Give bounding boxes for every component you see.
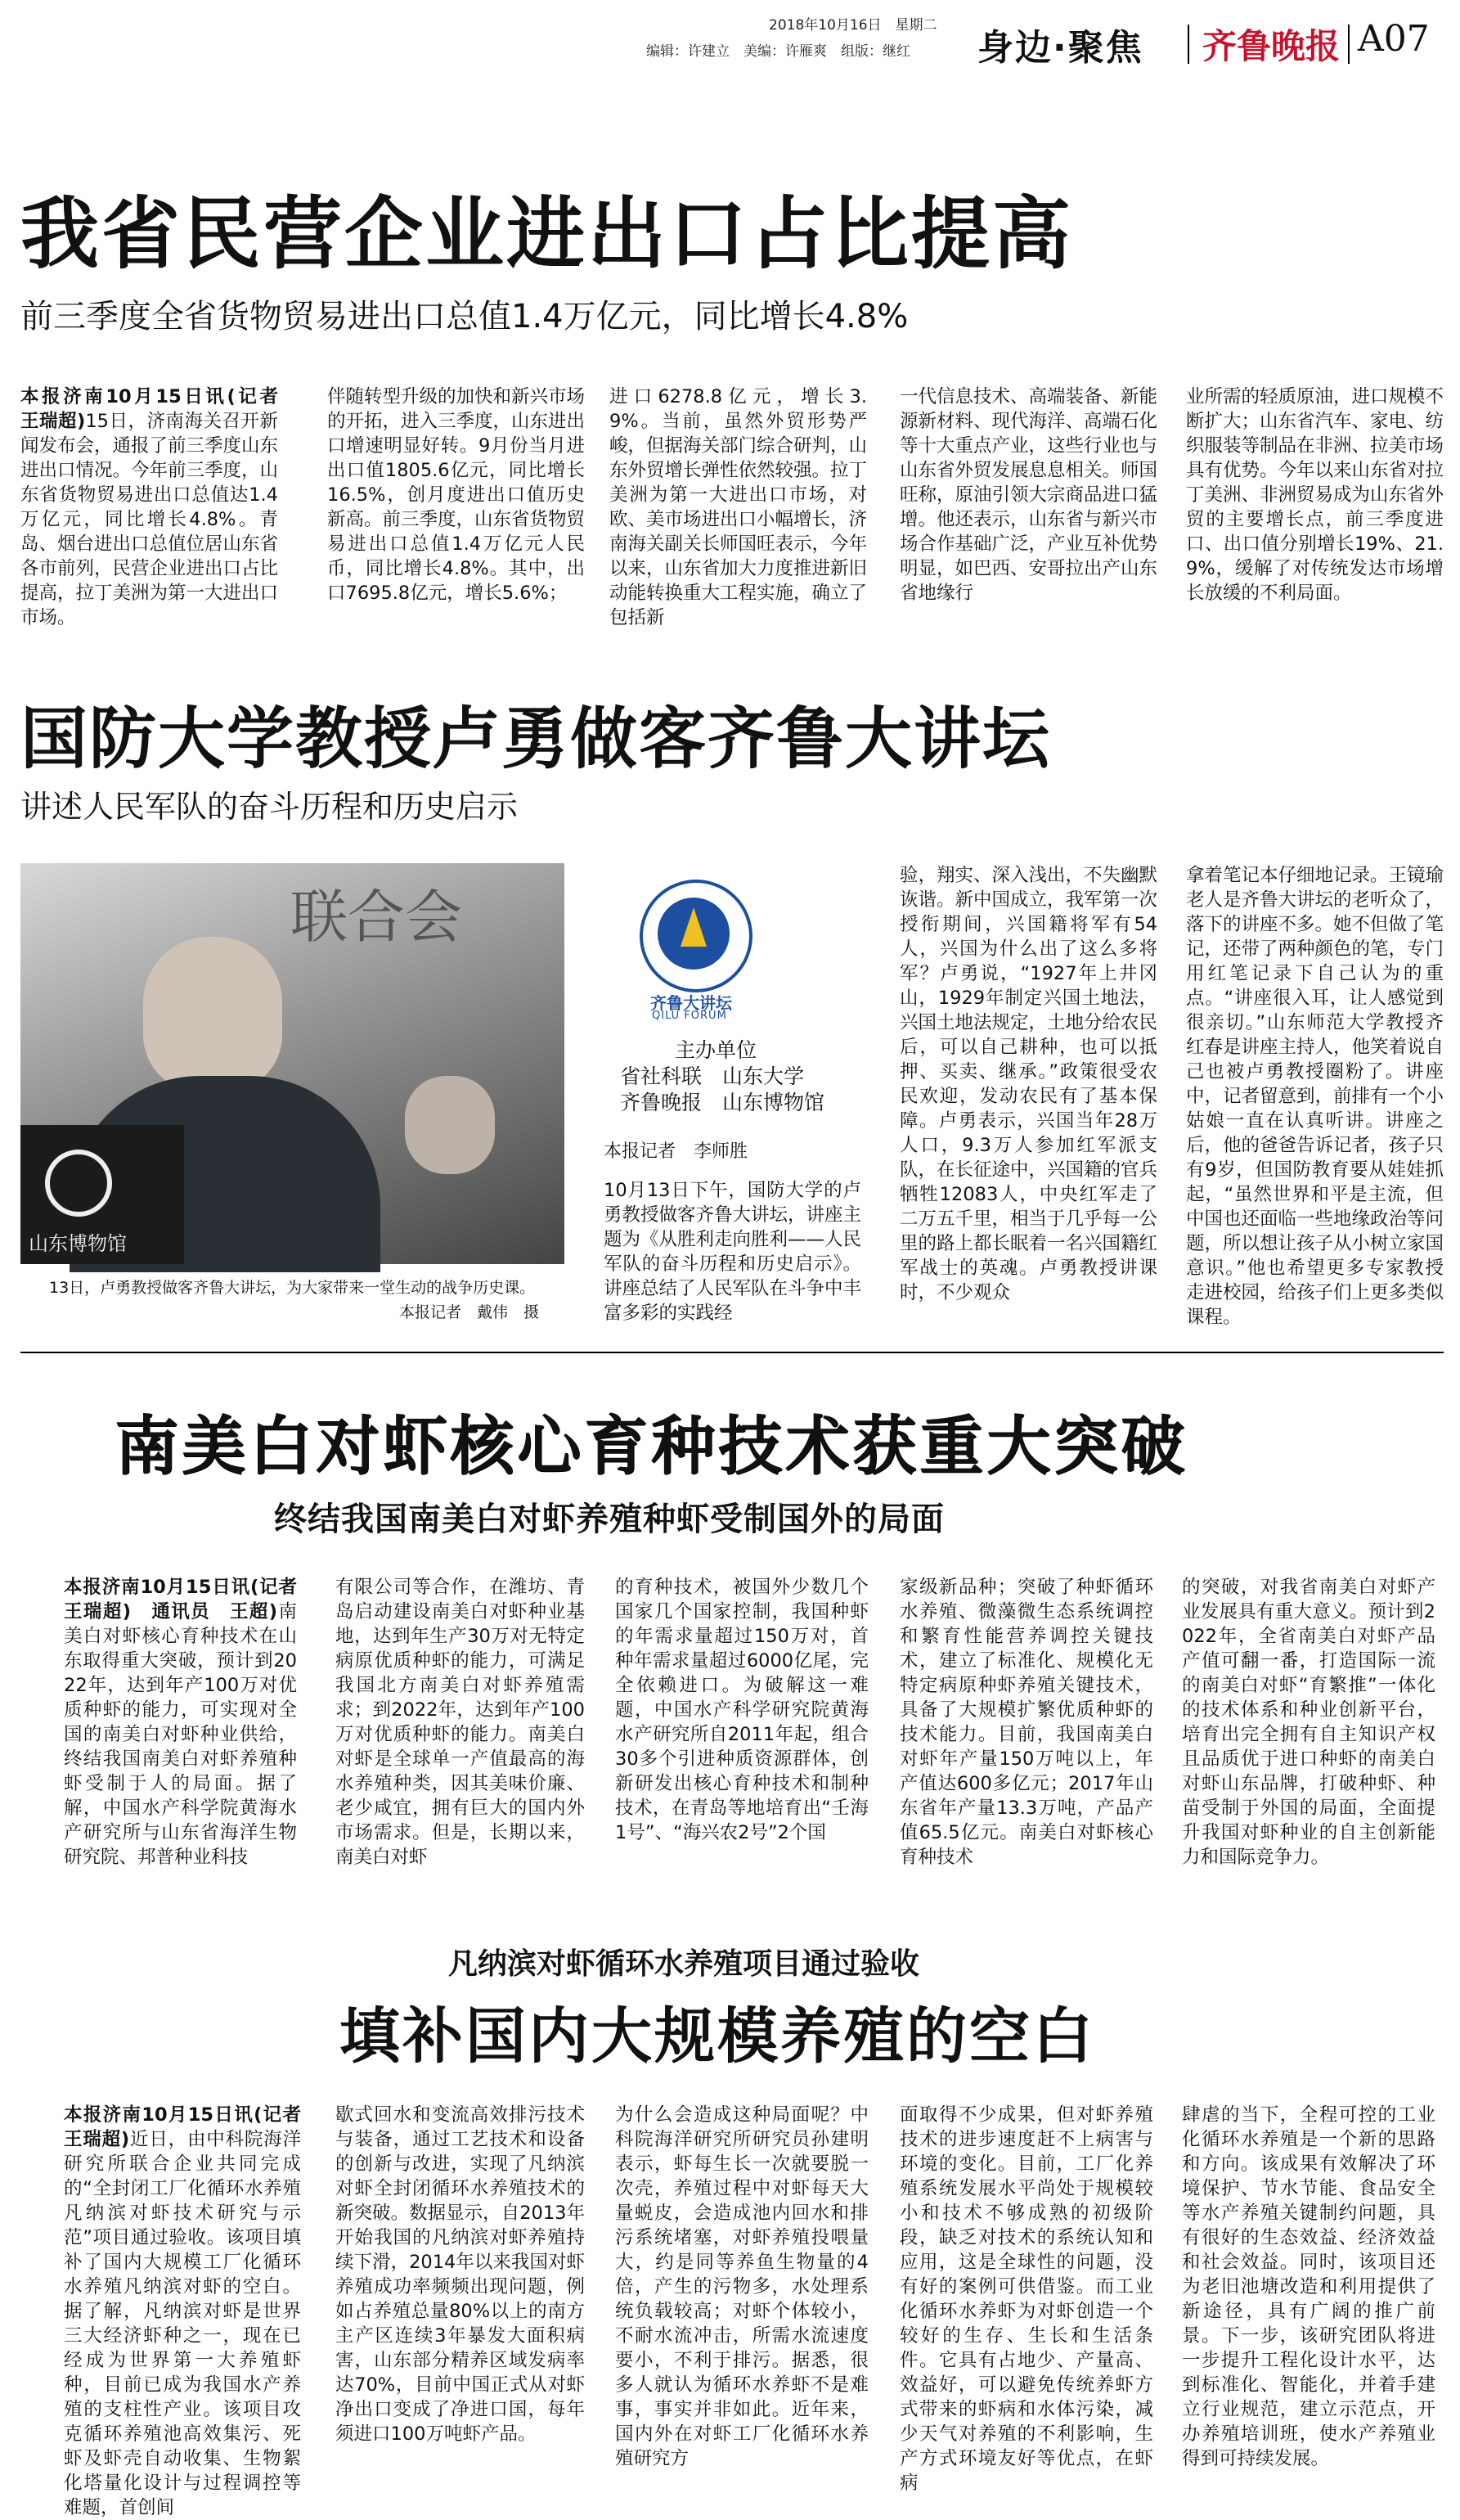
forum-logo-text: 齐鲁大讲坛: [650, 993, 732, 1013]
forum-logo-icon: [640, 880, 752, 992]
podium-sign: 山东博物馆: [29, 1232, 127, 1255]
podium: [20, 1125, 184, 1264]
host-line: 齐鲁晚报 山东博物馆: [620, 1091, 825, 1114]
article4-byline: 本报济南10月15日讯(记者 王瑞超): [64, 2104, 320, 2150]
article1-subtitle: 前三季度全省货物贸易进出口总值1.4万亿元，同比增长4.8%: [20, 298, 909, 335]
article1-column: 一代信息技术、高端装备、新能源新材料、现代海洋、高端石化等十大重点产业，这些行业也与山东省外贸发展息息相关。师国旺称，原油引领大宗商品进口猛增。他还表示，山东省与新兴市场合作基础广泛，产业互补优势明显，如巴西、安哥拉出产山东省地缘行: [900, 386, 1158, 604]
article2-title: 国防大学教授卢勇做客齐鲁大讲坛: [20, 700, 1052, 778]
editors-line: 编辑：许建立 美编：许雁爽 组版：继红: [646, 43, 910, 60]
article1-column: 伴随转型升级的加快和新兴市场的开拓，进入三季度，山东进出口增速明显好转。9月份当月进出口值1805.6亿元，同比增长16.5%，创月度进出口值历史新高。前三季度，山东省货物贸易进出口总值1.4万亿元人民币，同比增长4.8%。其中，出口7695.8亿元，增长5.6%；: [327, 386, 586, 604]
photo-backdrop-text: 联合会: [290, 884, 462, 951]
forum-logo-torch-icon: [681, 907, 707, 947]
host-heading: 主办单位: [675, 1038, 757, 1062]
podium-emblem-icon: [45, 1150, 112, 1217]
article1-column: 业所需的轻质原油，进口规模不断扩大；山东省汽车、家电、纺织服装等制品在非洲、拉美市场具有优势。今年以来山东省对拉丁美洲、非洲贸易成为山东省外贸的主要增长点，前三季度进口、出口值分别增长19%、21.9%，缓解了对传统发达市场增长放缓的不利局面。: [1186, 386, 1444, 604]
article4-column: 为什么会造成这种局面呢？中科院海洋研究所研究员孙建明表示，虾每生长一次就要脱一次壳，养殖过程中对虾每天大量蜕皮，会造成池内回水和排污系统堵塞，对虾养殖投喂量大，约是同等养鱼生物量的4倍，产生的污物多，水处理系统负载较高；对虾个体较小，不耐水流冲击，所需水流速度要小，不利于排污。据悉，很多人就认为循环水养虾不是难事，事实并非如此。近年来，国内外在对虾工厂化循环水养殖研究方: [615, 2104, 869, 2469]
article1-title: 我省民营企业进出口占比提高: [20, 188, 1073, 280]
article2-subtitle: 讲述人民军队的奋斗历程和历史启示: [20, 789, 519, 825]
header-divider: [1188, 25, 1189, 64]
article4-column: [64, 2103, 320, 2518]
article2-reporter: 本报记者 李师胜: [604, 1141, 748, 1162]
article3-subtitle: 终结我国南美白对虾养殖种虾受制国外的局面: [274, 1501, 945, 1538]
section-title: 身边·聚焦: [977, 27, 1143, 69]
article3-column: 的育种技术，被国外少数几个国家几个国家控制，我国种虾的年需求量超过150万对，首种年需求量超过6000亿尾，完全依赖进口。为破解这一难题，中国水产科学研究院黄海水产研究所自2011年起，组合30多个引进种质资源群体，创新研发出核心育种技术和制种技术，在青岛等地培育出“壬海1号”、“海兴农2号”2个国: [615, 1577, 869, 1843]
article3-column: [64, 1575, 316, 1919]
issue-date: [769, 15, 937, 36]
article3-byline: 本报济南10月15日讯(记者 王瑞超) 通讯员 王超): [64, 1577, 316, 1622]
article2-column: 验，翔实、深入浅出，不失幽默诙谐。新中国成立，我军第一次授衔期间，兴国籍将军有54人，兴国为什么出了这么多将军？卢勇说，“1927年上井冈山，1929年制定兴国土地法，兴国土地法规定，土地分给农民后，可以自己耕种，也可以抵押、买卖、继承。”政策很受农民欢迎，发动农民有了基本保障。卢勇表示，兴国当年28万人口，9.3万人参加红军派支队，在长征途中，兴国籍的官兵牺牲12083人，中央红军走了二万五千里，相当于几乎每一公里的路上都长眠着一名兴国籍红军战士的英魂。卢勇教授讲课时，不少观众: [900, 865, 1158, 1303]
article3-column: 的突破，对我省南美白对虾产业发展具有重大意义。预计到2022年，全省南美白对虾产品产值可翻一番，打造国际一流的南美白对虾“育繁推”一体化的技术体系和种业创新平台，培育出完全拥有自主知识产权且品质优于进口种虾的南美白对虾山东品牌，打破种虾、种苗受制于外国的局面，全面提升我国对虾种业的自主创新能力和国际竞争力。: [1182, 1577, 1435, 1868]
article3-column: 有限公司等合作，在潍坊、青岛启动建设南美白对虾种业基地，达到年生产30万对无特定病原优质种虾的能力，可满足我国北方南美白对虾养殖需求；到2022年，达到年产100万对优质种虾的能力。南美白对虾是全球单一产值最高的海水养殖种类，因其美味价廉、老少咸宜，拥有巨大的国内外市场需求。但是，长期以来，南美白对虾: [335, 1577, 585, 1868]
forum-logo-inner: [658, 898, 730, 970]
brand-logo: 齐鲁晚报: [1202, 26, 1341, 66]
date-text: 2018年10月16日: [769, 17, 882, 34]
page-number: A07: [1358, 18, 1430, 60]
article1-text: 15日，济南海关召开新闻发布会，通报了前三季度山东进出口情况。今年前三季度，山东省货物贸易进出口总值达1.4万亿元，同比增长4.8%。青岛、烟台进出口总值位居山东省各市前列，民营企业进出口占比提高，拉丁美洲为第一大进出口市场。: [20, 411, 279, 628]
article2-column: 10月13日下午，国防大学的卢勇教授做客齐鲁大讲坛，讲座主题为《从胜利走向胜利——人民军队的奋斗历程和历史启示》。讲座总结了人民军队在斗争中丰富多彩的实践经: [604, 1180, 862, 1324]
article4-text: 近日，由中科院海洋研究所联合企业共同完成的“全封闭工厂化循环水养殖凡纳滨对虾技术研究与示范”项目通过验收。该项目填补了国内大规模工厂化循环水养殖凡纳滨对虾的空白。据了解，凡纳滨对虾是世界三大经济虾种之一，现在已经成为世界第一大养殖虾种，目前已成为我国水产养殖的支柱性产业。该项目攻克循环养殖池高效集污、死虾及虾壳自动收集、生物絮化塔量化设计与过程调控等难题，首创间: [64, 2129, 301, 2518]
article2-column: 拿着笔记本仔细地记录。王镜瑜老人是齐鲁大讲坛的老听众了，落下的讲座不多。她不但做了笔记，还带了两种颜色的笔，专门用红笔记录下自己认为的重点。“讲座很入耳，让人感觉到很亲切。”山东师范大学教授齐红春是讲座主持人，他笑着说自己也被卢勇教授圈粉了。讲座中，记者留意到，前排有一个小姑娘一直在认真听讲。讲座之后，他的爸爸告诉记者，孩子只有9岁，但国防教育要从娃娃抓起，“虽然世界和平是主流，但中国也还面临一些地缘政治等问题，所以想让孩子从小树立家国意识。”他也希望更多专家教授走进校园，给孩子们上更多类似课程。: [1186, 865, 1444, 1328]
article3-title: 南美白对虾核心育种技术获重大突破: [115, 1410, 1188, 1483]
host-line: 省社科联 山东大学: [620, 1064, 805, 1088]
article4-column: 面取得不少成果，但对虾养殖技术的进步速度赶不上病害与环境的变化。目前，工厂化养殖系统发展水平尚处于规模较小和技术不够成熟的初级阶段，缺乏对技术的系统认知和应用，这是全球性的问题，没有好的案例可供借鉴。而工业化循环水养虾为对虾创造一个较好的生存、生长和生活条件。它具有占地少、产量高、效益好，可以避免传统养虾方式带来的虾病和水体污染，减少天气对养殖的不利影响，生产方式环境友好等优点，在虾病: [900, 2104, 1153, 2494]
article1-byline: 本报济南10月15日讯(记者 王瑞超): [20, 386, 297, 432]
article3-text: 南美白对虾核心育种技术在山东取得重大突破，预计到2022年，达到年产100万对优质种虾的能力，可实现对全国的南美白对虾种业供给，终结我国南美白对虾养殖种虾受制于人的局面。据了解，中国水产科学院黄海水产研究所与山东省海洋生物研究院、邦普种业科技: [64, 1601, 297, 1868]
article4-column: 肆虐的当下，全程可控的工业化循环水养殖是一个新的思路和方向。该成果有效解决了环境保护、节水节能、食品安全等水产养殖关键制约问题，具有很好的生态效益、经济效益和社会效益。同时，该项目还为老旧池塘改造和利用提供了新途径，具有广阔的推广前景。下一步，该研究团队将进一步提升工程化设计水平，达到标准化、智能化，并着手建立行业规范，建立示范点，开办养殖培训班，使水产养殖业得到可持续发展。: [1182, 2104, 1435, 2469]
forum-logo-en: QILU FORUM: [652, 1010, 727, 1022]
header-divider: [1348, 25, 1350, 64]
speaker-hand: [405, 1076, 495, 1174]
photo-credit: 本报记者 戴伟 摄: [399, 1303, 540, 1321]
article3-column: 家级新品种；突破了种虾循环水养殖、微藻微生态系统调控和繁育性能营养调控关键技术，建立了标准化、规模化无特定病原种虾养殖关键技术，具备了大规模扩繁优质种虾的技术能力。目前，我国南美白对虾年产量150万吨以上，年产值达600多亿元；2017年山东省年产量13.3万吨，产品产值65.5亿元。南美白对虾核心育种技术: [900, 1577, 1153, 1868]
speaker-head: [143, 937, 282, 1092]
section-rule: [20, 1352, 1444, 1353]
article1-column: [20, 385, 297, 655]
lecture-photo: [20, 863, 564, 1264]
article4-kicker: 凡纳滨对虾循环水养殖项目通过验收: [448, 1947, 920, 1981]
photo-caption: 13日，卢勇教授做客齐鲁大讲坛，为大家带来一堂生动的战争历史课。: [49, 1279, 536, 1297]
weekday-text: 星期二: [895, 17, 937, 34]
article4-title: 填补国内大规模养殖的空白: [339, 2001, 1095, 2072]
article4-column: 歇式回水和变流高效排污技术与装备，通过工艺技术和设备的创新与改进，实现了凡纳滨对虾全封闭循环水养殖技术的新突破。数据显示，自2013年开始我国的凡纳滨对虾养殖持续下滑，2014年以来我国对虾养殖成功率频频出现问题，例如占养殖总量80%以上的南方主产区连续3年暴发大面积病害，山东部分精养区域发病率达70%，目前中国正式从对虾净出口变成了净进口国，每年须进口100万吨虾产品。: [335, 2104, 585, 2445]
article1-column: 进口6278.8亿元，增长3.9%。当前，虽然外贸形势严峻，但据海关部门综合研判，山东外贸增长弹性依然较强。拉丁美洲为第一大进出口市场，对欧、美市场进出口小幅增长，济南海关副关长师国旺表示，今年以来，山东省加大力度推进新旧动能转换重大工程实施，确立了包括新: [609, 386, 868, 628]
